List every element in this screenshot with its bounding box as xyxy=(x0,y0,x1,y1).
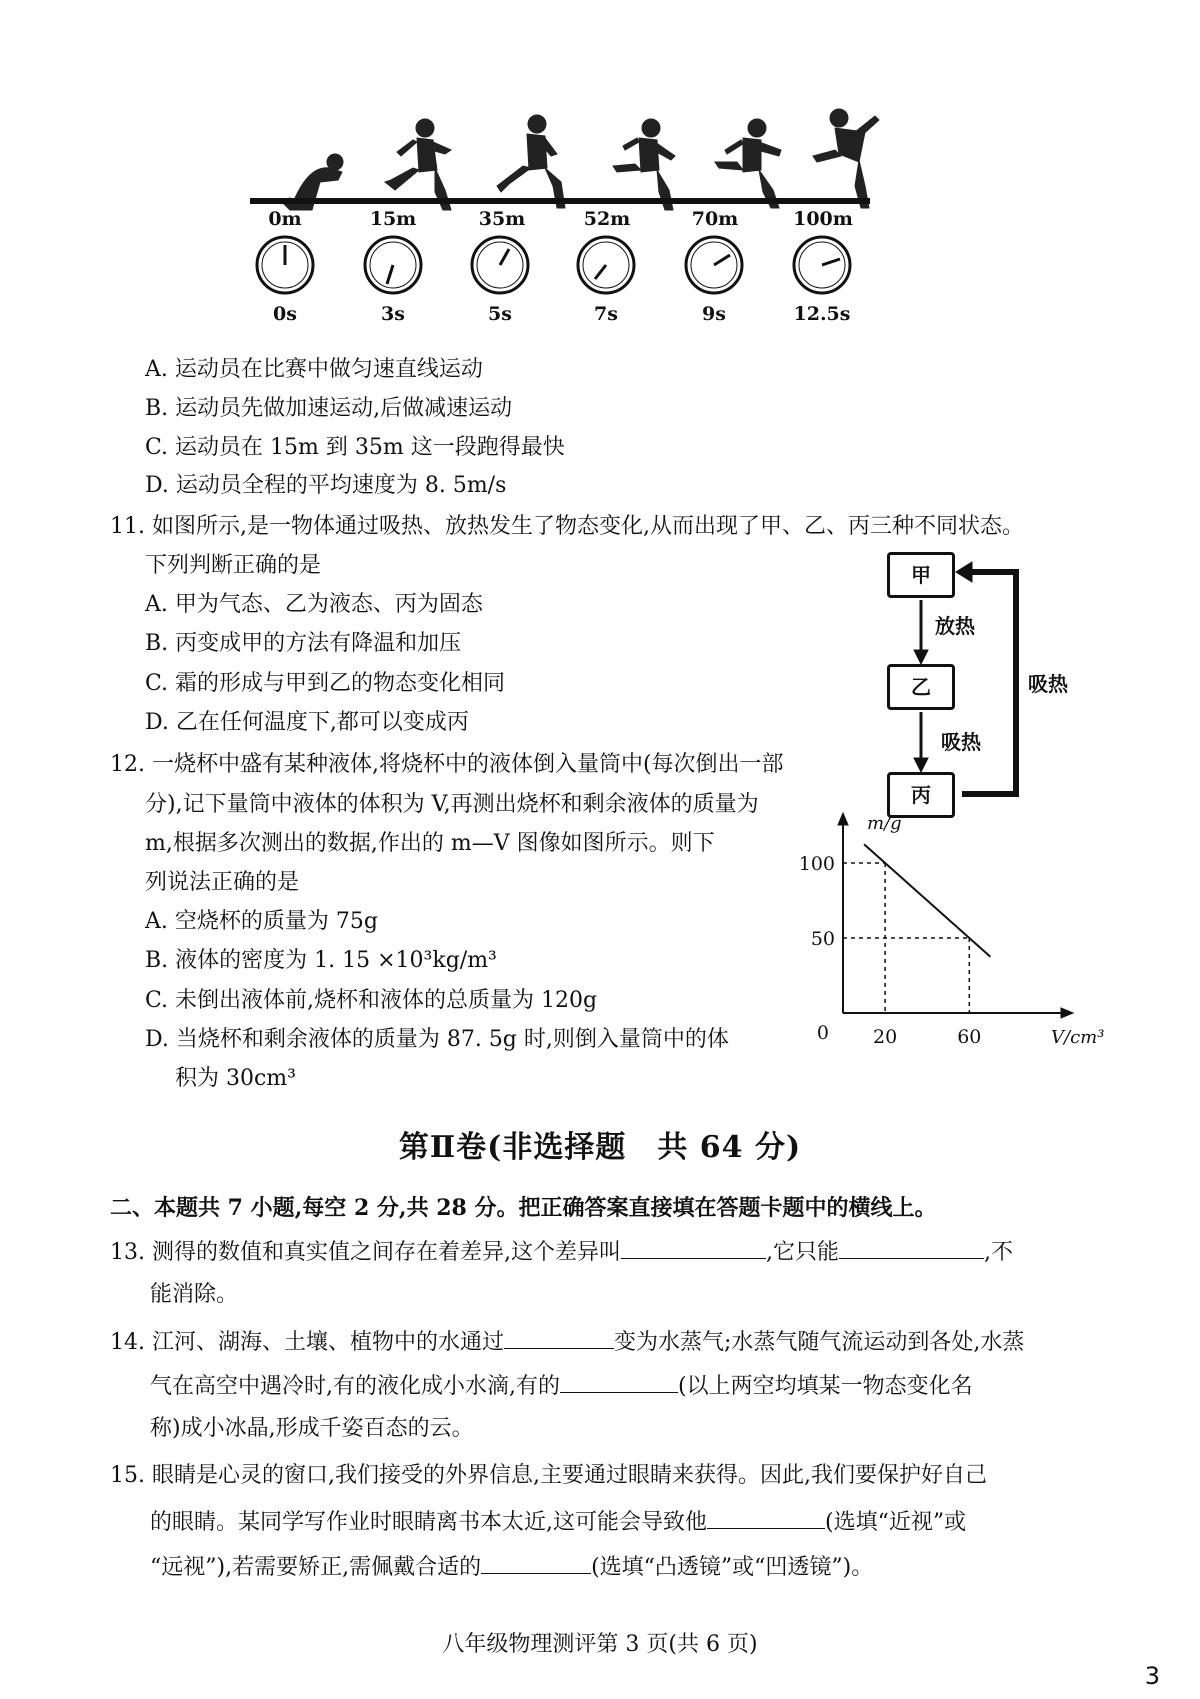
q12-option-d: D. 当烧杯和剩余液体的质量为 87. 5g 时,则倒入量筒中的体 xyxy=(145,1027,729,1052)
q15-text-2: (选填“近视”或 xyxy=(825,1510,967,1535)
label-absorb-heat-mid: 吸热 xyxy=(941,730,981,754)
x-axis-label: V/cm³ xyxy=(1051,1027,1105,1048)
q10-option-c: C. 运动员在 15m 到 35m 这一段跑得最快 xyxy=(145,435,565,460)
label-release-heat: 放热 xyxy=(935,614,975,638)
page-footer: 八年级物理测评第 3 页(共 6 页) xyxy=(442,1632,758,1657)
distance-label: 15m xyxy=(369,208,417,230)
mass-volume-chart xyxy=(795,813,1105,1050)
stopwatch-icon xyxy=(578,237,634,293)
stopwatch-icon xyxy=(365,237,421,293)
q13-blank-2[interactable] xyxy=(839,1236,984,1259)
time-label: 7s xyxy=(594,303,618,325)
distance-label: 70m xyxy=(691,208,739,230)
time-label: 0s xyxy=(273,303,297,325)
q14-line1 xyxy=(110,1326,1024,1358)
q13-text-2: ,它只能 xyxy=(765,1240,839,1265)
stopwatch-icon xyxy=(257,237,313,293)
stopwatch-icon xyxy=(686,237,742,293)
q10-option-a: A. 运动员在比赛中做匀速直线运动 xyxy=(145,357,483,382)
q15-blank-1[interactable] xyxy=(707,1506,825,1529)
q13-text-3: ,不 xyxy=(983,1240,1013,1265)
time-label: 5s xyxy=(488,303,512,325)
q11-stem-2: 下列判断正确的是 xyxy=(145,553,322,578)
runner-6 xyxy=(813,109,879,208)
q12-stem-4: 列说法正确的是 xyxy=(145,870,300,895)
q15-line3 xyxy=(150,1551,873,1583)
distance-label: 35m xyxy=(478,208,526,230)
q12-option-b: B. 液体的密度为 1. 15 ×10³kg/m³ xyxy=(145,948,497,973)
label-absorb-heat-right: 吸热 xyxy=(1028,672,1068,696)
y-tick-label: 50 xyxy=(810,928,835,950)
q12-option-a: A. 空烧杯的质量为 75g xyxy=(145,909,378,934)
data-line xyxy=(864,844,990,957)
distance-label: 0m xyxy=(268,208,302,230)
state-box-yi: 乙 xyxy=(887,664,955,710)
x-tick-label: 60 xyxy=(957,1026,982,1048)
q12-option-d-cont: 积为 30cm³ xyxy=(175,1066,296,1091)
q13-line2: 能消除。 xyxy=(150,1282,239,1307)
x-axis-arrow xyxy=(1061,1008,1073,1018)
y-tick-label: 100 xyxy=(798,853,835,875)
q14-line2 xyxy=(150,1370,973,1402)
q14-text-4: (以上两空均填某一物态变化名 xyxy=(678,1374,973,1399)
y-axis-label: m/g xyxy=(867,813,902,834)
q11-option-a: A. 甲为气态、乙为液态、丙为固态 xyxy=(145,592,483,617)
q15-blank-2[interactable] xyxy=(481,1551,591,1574)
state-box-bing: 丙 xyxy=(887,772,955,818)
q14-blank-2[interactable] xyxy=(560,1370,678,1393)
runner-3 xyxy=(497,115,565,208)
stopwatch-icon xyxy=(794,237,850,293)
time-label: 9s xyxy=(702,303,726,325)
q13-text-1: 13. 测得的数值和真实值之间存在着差异,这个差异叫 xyxy=(110,1240,621,1265)
q12-stem: 12. 一烧杯中盛有某种液体,将烧杯中的液体倒入量筒中(每次倒出一部 xyxy=(110,752,784,777)
section-heading: 二、本题共 7 小题,每空 2 分,共 28 分。把正确答案直接填在答题卡题中的横线上。 xyxy=(110,1195,937,1221)
q14-blank-1[interactable] xyxy=(504,1326,614,1349)
origin-label: 0 xyxy=(816,1022,829,1044)
q15-line1: 15. 眼睛是心灵的窗口,我们接受的外界信息,主要通过眼睛来获得。因此,我们要保护好自己 xyxy=(110,1463,987,1488)
page-number: 3 xyxy=(1144,1662,1160,1690)
time-label: 3s xyxy=(381,303,405,325)
q11-stem: 11. 如图所示,是一物体通过吸热、放热发生了物态变化,从而出现了甲、乙、丙三种不同状态。 xyxy=(110,514,1024,539)
q13-line1 xyxy=(110,1236,1013,1268)
q12-stem-3: m,根据多次测出的数据,作出的 m—V 图像如图所示。则下 xyxy=(145,831,715,856)
stopwatch-icon xyxy=(472,237,528,293)
q15-line2 xyxy=(150,1506,966,1538)
y-axis-arrow xyxy=(838,813,848,825)
distance-label: 52m xyxy=(583,208,631,230)
q14-text-1: 14. 江河、湖海、土壤、植物中的水通过 xyxy=(110,1330,504,1355)
q13-blank-1[interactable] xyxy=(621,1236,766,1259)
q14-line3: 称)成小冰晶,形成千姿百态的云。 xyxy=(150,1416,474,1441)
stopwatch-row xyxy=(245,233,875,303)
q15-text-4: (选填“凸透镜”或“凹透镜”)。 xyxy=(591,1555,874,1580)
runner-2 xyxy=(385,119,451,210)
runner-5 xyxy=(715,119,781,208)
q14-text-2: 变为水蒸气;水蒸气随气流运动到各处,水蒸 xyxy=(613,1330,1025,1355)
q10-option-d: D. 运动员全程的平均速度为 8. 5m/s xyxy=(145,473,507,498)
state-box-jia: 甲 xyxy=(887,552,955,598)
q11-option-b: B. 丙变成甲的方法有降温和加压 xyxy=(145,631,462,656)
q10-option-b: B. 运动员先做加速运动,后做减速运动 xyxy=(145,396,513,421)
q11-option-d: D. 乙在任何温度下,都可以变成丙 xyxy=(145,710,469,735)
q11-option-c: C. 霜的形成与甲到乙的物态变化相同 xyxy=(145,671,506,696)
time-label: 12.5s xyxy=(793,303,851,325)
q12-option-c: C. 未倒出液体前,烧杯和液体的总质量为 120g xyxy=(145,988,598,1013)
x-tick-label: 20 xyxy=(873,1026,898,1048)
track-line xyxy=(250,198,870,204)
section-title: 第Ⅱ卷(非选择题 共 64 分) xyxy=(398,1130,802,1165)
q12-stem-2: 分),记下量筒中液体的体积为 V,再测出烧杯和剩余液体的质量为 xyxy=(145,792,759,817)
distance-label: 100m xyxy=(793,208,853,230)
q15-text-1: 的眼睛。某同学写作业时眼睛离书本太近,这可能会导致他 xyxy=(150,1510,707,1535)
q15-text-3: “远视”),若需要矫正,需佩戴合适的 xyxy=(150,1555,482,1580)
runner-4 xyxy=(613,119,675,210)
q14-text-3: 气在高空中遇冷时,有的液化成小水滴,有的 xyxy=(150,1374,560,1399)
